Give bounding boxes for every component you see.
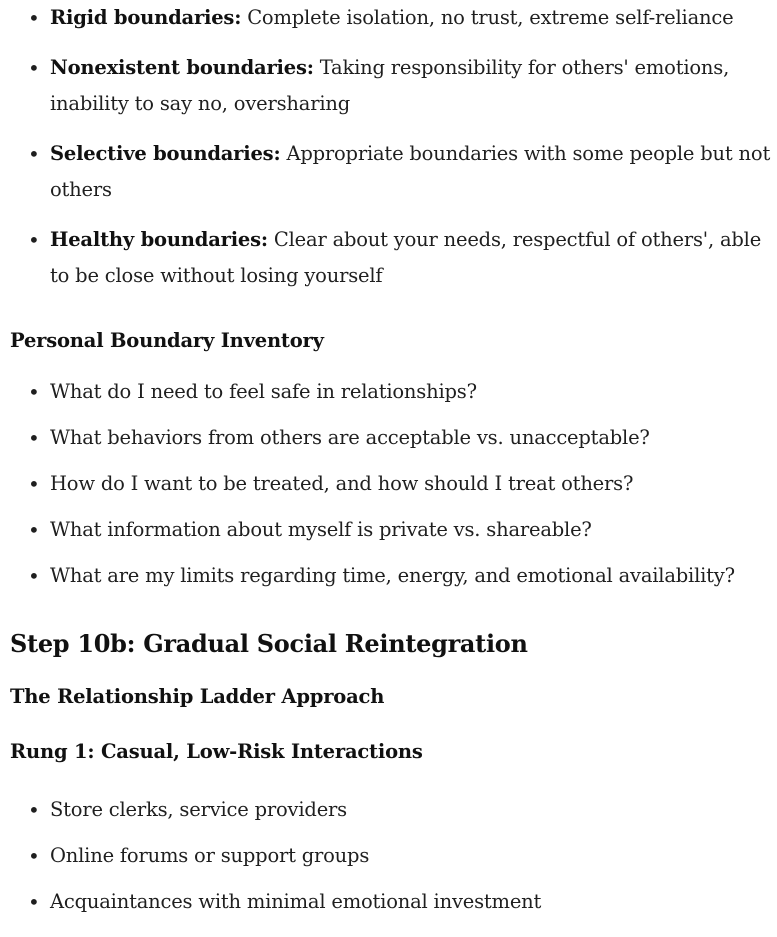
list-item — [10, 50, 773, 122]
list-item — [10, 512, 777, 548]
bullet-icon: • — [28, 142, 40, 166]
rung-item-text: Online forums or support groups — [50, 844, 370, 867]
list-item — [10, 0, 773, 36]
description: Appropriate boundaries with some people but not others — [50, 142, 771, 201]
inventory-list — [10, 374, 777, 604]
rung-item-text: Store clerks, service providers — [50, 798, 347, 821]
list-item — [10, 466, 777, 502]
rung-item-text: Acquaintances with minimal emotional investment — [50, 890, 542, 913]
list-item — [10, 374, 777, 410]
bullet-icon: • — [28, 890, 40, 914]
term: Rigid boundaries: — [50, 6, 242, 29]
list-item — [10, 420, 777, 456]
question-text: What behaviors from others are acceptable vs. unacceptable? — [50, 426, 650, 449]
bullet-icon: • — [28, 518, 40, 542]
term: Healthy boundaries: — [50, 228, 268, 251]
description: Taking responsibility for others' emotions, inability to say no, oversharing — [50, 56, 730, 115]
list-item — [10, 884, 773, 920]
term: Selective boundaries: — [50, 142, 281, 165]
description: Clear about your needs, respectful of others', able to be close without losing yourself — [50, 228, 762, 287]
rung-list — [10, 792, 773, 930]
question-text: What do I need to feel safe in relationships? — [50, 380, 477, 403]
inventory-heading: Personal Boundary Inventory — [10, 329, 324, 352]
bullet-icon: • — [28, 564, 40, 588]
bullet-icon: • — [28, 56, 40, 80]
question-text: What are my limits regarding time, energy, and emotional availability? — [50, 564, 735, 587]
bullet-icon: • — [28, 798, 40, 822]
term: Nonexistent boundaries: — [50, 56, 314, 79]
bullet-icon: • — [28, 472, 40, 496]
list-item — [10, 222, 773, 294]
rung-heading: Rung 1: Casual, Low-Risk Interactions — [10, 740, 423, 763]
description: Complete isolation, no trust, extreme self-reliance — [241, 6, 734, 29]
bullet-icon: • — [28, 228, 40, 252]
list-item — [10, 136, 773, 208]
list-item — [10, 792, 773, 828]
bullet-icon: • — [28, 380, 40, 404]
approach-heading: The Relationship Ladder Approach — [10, 685, 385, 708]
list-item — [10, 838, 773, 874]
question-text: How do I want to be treated, and how should I treat others? — [50, 472, 634, 495]
bullet-icon: • — [28, 6, 40, 30]
step-heading: Step 10b: Gradual Social Reintegration — [10, 629, 528, 658]
bullet-icon: • — [28, 426, 40, 450]
list-item — [10, 558, 777, 594]
question-text: What information about myself is private vs. shareable? — [50, 518, 592, 541]
bullet-icon: • — [28, 844, 40, 868]
boundary-types-list — [10, 0, 773, 308]
